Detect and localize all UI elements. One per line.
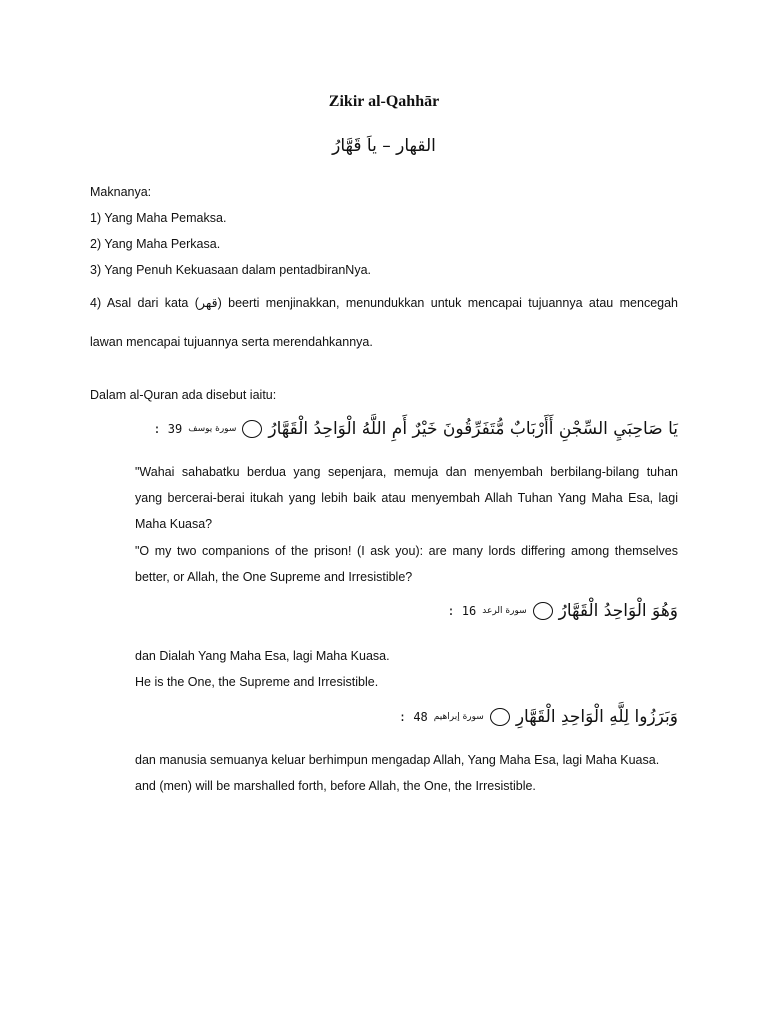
- verse-1-translation-line-2: yang bercerai-berai itukah yang lebih baik atau menyembah Allah Tuhan Yang Maha Esa, lagi: [135, 491, 678, 505]
- verse-1-translation-line-1: "Wahai sahabatku berdua yang sepenjara, memuja dan menyembah berbilang-bilang tuhan: [135, 465, 678, 479]
- arabic-heading: القهار – ياَ قَهَّارُ: [332, 136, 436, 156]
- quran-intro: Dalam al-Quran ada disebut iaitu:: [90, 388, 277, 402]
- meaning-item-1: 1) Yang Maha Pemaksa.: [90, 211, 227, 225]
- page-title: Zikir al-Qahhār: [328, 93, 440, 110]
- verse-3-surah: سورة إبراهيم: [433, 712, 484, 722]
- verse-1-row: [90, 414, 678, 444]
- meaning-heading: Maknanya:: [90, 185, 152, 199]
- verse-2-row: [140, 596, 678, 626]
- verse-1-surah: سورة يوسف: [188, 424, 237, 434]
- verse-1-ref: : 39: [153, 422, 183, 436]
- verse-3-translation: dan manusia semuanya keluar berhimpun mengadap Allah, Yang Maha Esa, lagi Maha Kuasa.: [135, 753, 660, 767]
- verse-3-english: and (men) will be marshalled forth, before Allah, the One, the Irresistible.: [135, 779, 536, 793]
- verse-2-surah: سورة الرعد: [482, 606, 527, 616]
- verse-1-english-line-1: "O my two companions of the prison! (I ask you): are many lords differing among themselves: [135, 544, 678, 558]
- meaning-item-3: 3) Yang Penuh Kekuasaan dalam pentadbiranNya.: [90, 263, 371, 277]
- verse-2-translation: dan Dialah Yang Maha Esa, lagi Maha Kuasa.: [135, 649, 390, 663]
- meaning-item-2: 2) Yang Maha Perkasa.: [90, 237, 221, 251]
- verse-2-ref: : 16: [447, 604, 477, 618]
- ayah-end-marker-icon: [490, 708, 510, 726]
- verse-3-ref: : 48: [398, 710, 428, 724]
- verse-2-arabic: وَهُوَ الْوَاحِدُ الْقَهَّارُ: [558, 601, 678, 621]
- verse-3-row: [140, 702, 678, 732]
- ayah-end-marker-icon: [242, 420, 262, 438]
- verse-1-arabic: يَا صَاحِبَيِ السِّجْنِ أَأَرْبَابٌ مُّتَفَرِّقُونَ خَيْرٌ أَمِ اللَّهُ الْوَاحِدُ الْقَهَّارُ: [268, 419, 678, 439]
- verse-2-english: He is the One, the Supreme and Irresistible.: [135, 675, 379, 689]
- verse-3-arabic: وَبَرَزُوا لِلَّهِ الْوَاحِدِ الْقَهَّارِ: [515, 707, 678, 727]
- meaning-item-4: 4) Asal dari kata (قهر) beerti menjinakkan, menundukkan untuk mencapai tujuannya atau mencegah: [90, 296, 678, 310]
- meaning-item-4-continued: lawan mencapai tujuannya serta merendahkannya.: [90, 335, 373, 349]
- verse-1-translation-line-3: Maha Kuasa?: [135, 517, 213, 531]
- ayah-end-marker-icon: [533, 602, 553, 620]
- verse-1-english-line-2: better, or Allah, the One Supreme and Irresistible?: [135, 570, 413, 584]
